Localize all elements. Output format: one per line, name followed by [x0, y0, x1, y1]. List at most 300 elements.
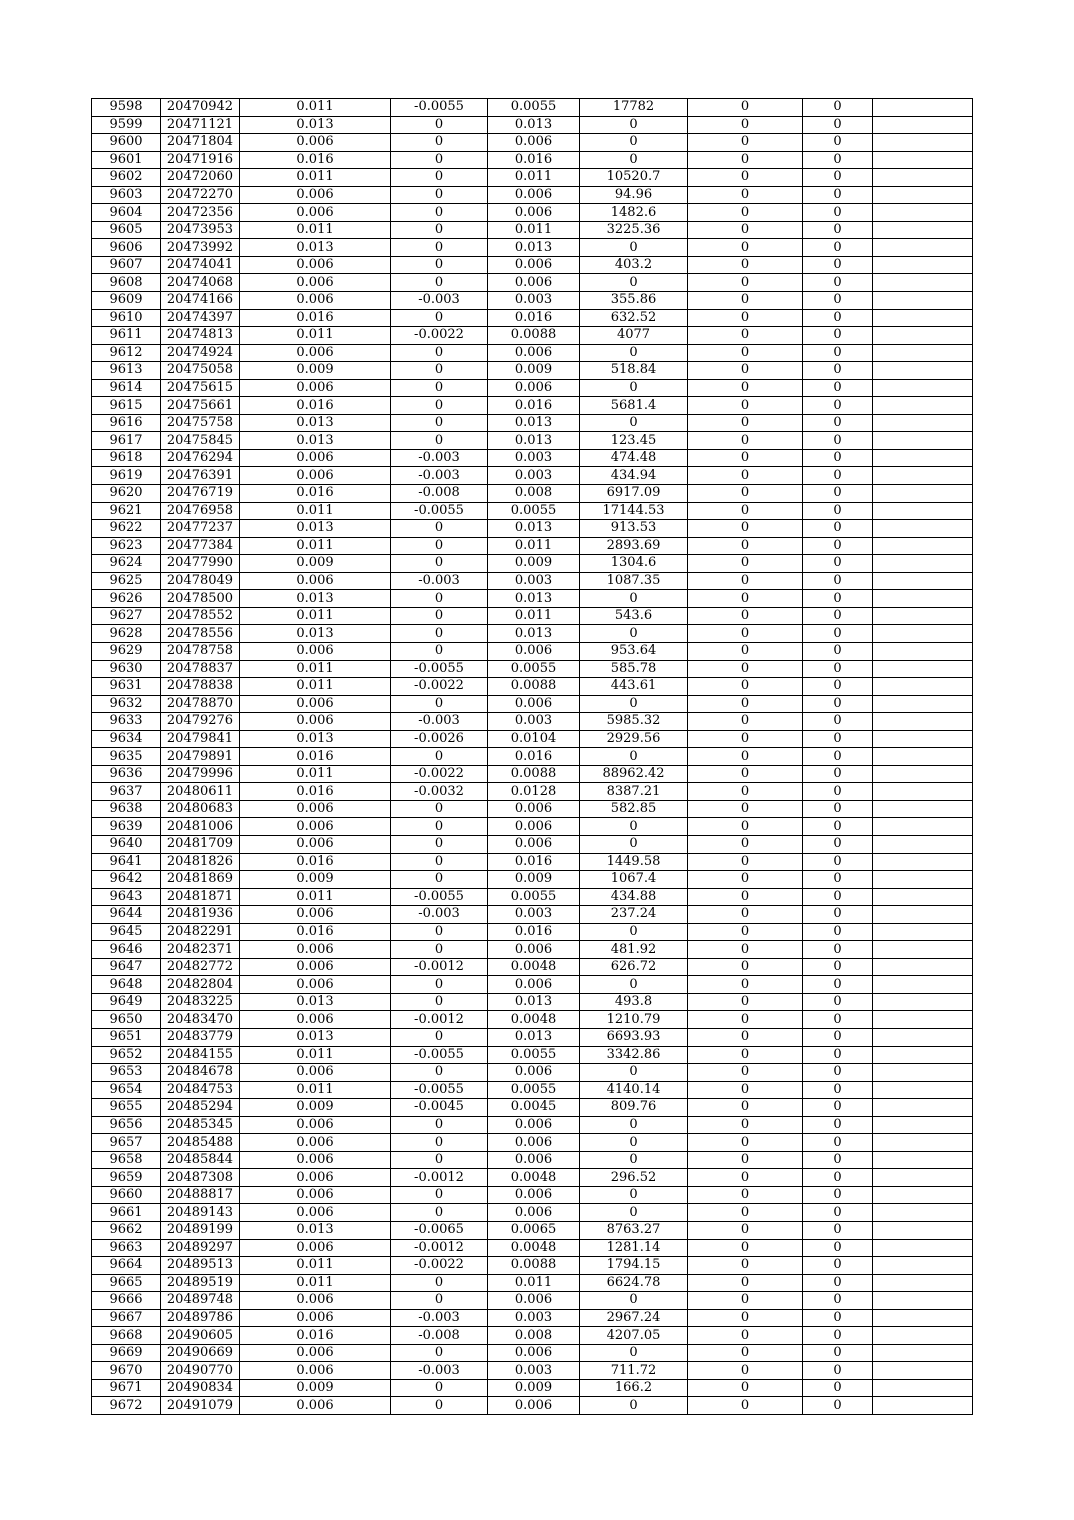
flag-a-cell: 0: [688, 274, 803, 292]
value-c-cell: 0.009: [488, 555, 580, 573]
empty-cell: [873, 292, 973, 310]
table-row: [92, 818, 973, 836]
id-cell: 20480611: [161, 783, 240, 801]
flag-b-cell: 0: [803, 835, 873, 853]
id-cell: 20485844: [161, 1151, 240, 1169]
flag-b-cell: 0: [803, 678, 873, 696]
value-a-cell: 0.011: [240, 327, 391, 345]
flag-b-cell: 0: [803, 765, 873, 783]
id-cell: 20478500: [161, 590, 240, 608]
value-b-cell: -0.003: [391, 572, 488, 590]
flag-b-cell: 0: [803, 256, 873, 274]
value-a-cell: 0.006: [240, 818, 391, 836]
table-row: [92, 976, 973, 994]
value-a-cell: 0.006: [240, 134, 391, 152]
flag-a-cell: 0: [688, 765, 803, 783]
value-b-cell: 0: [391, 993, 488, 1011]
value-b-cell: 0: [391, 221, 488, 239]
flag-b-cell: 0: [803, 169, 873, 187]
value-a-cell: 0.016: [240, 1327, 391, 1345]
value-b-cell: 0: [391, 432, 488, 450]
amount-cell: 493.8: [580, 993, 688, 1011]
amount-cell: 585.78: [580, 660, 688, 678]
value-a-cell: 0.013: [240, 239, 391, 257]
table-row: [92, 186, 973, 204]
amount-cell: 6693.93: [580, 1028, 688, 1046]
value-a-cell: 0.006: [240, 379, 391, 397]
flag-b-cell: 0: [803, 818, 873, 836]
value-a-cell: 0.006: [240, 572, 391, 590]
flag-b-cell: 0: [803, 116, 873, 134]
value-a-cell: 0.006: [240, 1309, 391, 1327]
value-c-cell: 0.009: [488, 871, 580, 889]
value-a-cell: 0.013: [240, 993, 391, 1011]
table-row: [92, 1327, 973, 1345]
row-number-cell: 9665: [92, 1274, 161, 1292]
empty-cell: [873, 1046, 973, 1064]
value-c-cell: 0.013: [488, 432, 580, 450]
id-cell: 20477384: [161, 537, 240, 555]
amount-cell: 4077: [580, 327, 688, 345]
flag-b-cell: 0: [803, 1274, 873, 1292]
flag-a-cell: 0: [688, 607, 803, 625]
flag-b-cell: 0: [803, 485, 873, 503]
empty-cell: [873, 642, 973, 660]
flag-a-cell: 0: [688, 958, 803, 976]
value-b-cell: -0.0022: [391, 327, 488, 345]
flag-a-cell: 0: [688, 204, 803, 222]
flag-b-cell: 0: [803, 1064, 873, 1082]
flag-b-cell: 0: [803, 1151, 873, 1169]
row-number-cell: 9657: [92, 1134, 161, 1152]
amount-cell: 0: [580, 134, 688, 152]
flag-a-cell: 0: [688, 695, 803, 713]
value-a-cell: 0.006: [240, 1344, 391, 1362]
value-b-cell: 0: [391, 607, 488, 625]
value-c-cell: 0.006: [488, 204, 580, 222]
value-c-cell: 0.011: [488, 537, 580, 555]
id-cell: 20474924: [161, 344, 240, 362]
value-a-cell: 0.013: [240, 520, 391, 538]
table-row: [92, 204, 973, 222]
value-a-cell: 0.011: [240, 1257, 391, 1275]
value-c-cell: 0.011: [488, 169, 580, 187]
amount-cell: 0: [580, 1116, 688, 1134]
empty-cell: [873, 976, 973, 994]
amount-cell: 1794.15: [580, 1257, 688, 1275]
value-a-cell: 0.011: [240, 537, 391, 555]
table-row: [92, 1274, 973, 1292]
table-row: [92, 309, 973, 327]
flag-b-cell: 0: [803, 274, 873, 292]
empty-cell: [873, 1099, 973, 1117]
value-c-cell: 0.013: [488, 414, 580, 432]
value-c-cell: 0.016: [488, 309, 580, 327]
value-a-cell: 0.013: [240, 116, 391, 134]
amount-cell: 1482.6: [580, 204, 688, 222]
table-row: [92, 941, 973, 959]
value-b-cell: -0.0012: [391, 1011, 488, 1029]
table-row: [92, 1186, 973, 1204]
row-number-cell: 9615: [92, 397, 161, 415]
flag-a-cell: 0: [688, 344, 803, 362]
value-c-cell: 0.0055: [488, 99, 580, 117]
id-cell: 20478758: [161, 642, 240, 660]
value-c-cell: 0.0055: [488, 502, 580, 520]
table-row: [92, 853, 973, 871]
row-number-cell: 9629: [92, 642, 161, 660]
flag-b-cell: 0: [803, 362, 873, 380]
row-number-cell: 9651: [92, 1028, 161, 1046]
value-c-cell: 0.016: [488, 151, 580, 169]
value-a-cell: 0.006: [240, 292, 391, 310]
flag-a-cell: 0: [688, 379, 803, 397]
flag-b-cell: 0: [803, 625, 873, 643]
empty-cell: [873, 1327, 973, 1345]
table-row: [92, 414, 973, 432]
row-number-cell: 9614: [92, 379, 161, 397]
row-number-cell: 9604: [92, 204, 161, 222]
row-number-cell: 9603: [92, 186, 161, 204]
value-b-cell: -0.0045: [391, 1099, 488, 1117]
id-cell: 20479996: [161, 765, 240, 783]
row-number-cell: 9652: [92, 1046, 161, 1064]
row-number-cell: 9648: [92, 976, 161, 994]
value-a-cell: 0.016: [240, 151, 391, 169]
value-a-cell: 0.006: [240, 713, 391, 731]
value-a-cell: 0.006: [240, 1186, 391, 1204]
flag-a-cell: 0: [688, 1379, 803, 1397]
amount-cell: 123.45: [580, 432, 688, 450]
value-c-cell: 0.011: [488, 1274, 580, 1292]
empty-cell: [873, 1379, 973, 1397]
table-row: [92, 520, 973, 538]
empty-cell: [873, 537, 973, 555]
flag-a-cell: 0: [688, 941, 803, 959]
amount-cell: 0: [580, 1344, 688, 1362]
table-row: [92, 327, 973, 345]
value-b-cell: -0.003: [391, 292, 488, 310]
value-a-cell: 0.006: [240, 204, 391, 222]
amount-cell: 543.6: [580, 607, 688, 625]
id-cell: 20481871: [161, 888, 240, 906]
value-b-cell: 0: [391, 555, 488, 573]
table-row: [92, 1222, 973, 1240]
value-c-cell: 0.003: [488, 713, 580, 731]
id-cell: 20475661: [161, 397, 240, 415]
value-a-cell: 0.011: [240, 1046, 391, 1064]
value-a-cell: 0.006: [240, 1204, 391, 1222]
table-row: [92, 1344, 973, 1362]
row-number-cell: 9630: [92, 660, 161, 678]
row-number-cell: 9622: [92, 520, 161, 538]
id-cell: 20487308: [161, 1169, 240, 1187]
value-b-cell: -0.003: [391, 467, 488, 485]
row-number-cell: 9600: [92, 134, 161, 152]
empty-cell: [873, 941, 973, 959]
flag-b-cell: 0: [803, 1222, 873, 1240]
value-c-cell: 0.006: [488, 256, 580, 274]
flag-b-cell: 0: [803, 414, 873, 432]
flag-a-cell: 0: [688, 1257, 803, 1275]
flag-a-cell: 0: [688, 397, 803, 415]
value-a-cell: 0.013: [240, 414, 391, 432]
table-row: [92, 485, 973, 503]
amount-cell: 1281.14: [580, 1239, 688, 1257]
value-a-cell: 0.006: [240, 800, 391, 818]
value-b-cell: 0: [391, 309, 488, 327]
id-cell: 20472270: [161, 186, 240, 204]
row-number-cell: 9639: [92, 818, 161, 836]
row-number-cell: 9662: [92, 1222, 161, 1240]
amount-cell: 0: [580, 1397, 688, 1415]
value-c-cell: 0.016: [488, 923, 580, 941]
amount-cell: 0: [580, 379, 688, 397]
table-row: [92, 537, 973, 555]
empty-cell: [873, 1292, 973, 1310]
amount-cell: 0: [580, 1292, 688, 1310]
value-c-cell: 0.013: [488, 1028, 580, 1046]
flag-a-cell: 0: [688, 1011, 803, 1029]
flag-a-cell: 0: [688, 327, 803, 345]
flag-b-cell: 0: [803, 327, 873, 345]
table-row: [92, 1134, 973, 1152]
id-cell: 20482371: [161, 941, 240, 959]
id-cell: 20476294: [161, 449, 240, 467]
value-c-cell: 0.006: [488, 976, 580, 994]
flag-b-cell: 0: [803, 590, 873, 608]
value-b-cell: -0.003: [391, 449, 488, 467]
empty-cell: [873, 1362, 973, 1380]
value-a-cell: 0.006: [240, 1134, 391, 1152]
empty-cell: [873, 1309, 973, 1327]
id-cell: 20483779: [161, 1028, 240, 1046]
value-c-cell: 0.013: [488, 116, 580, 134]
flag-a-cell: 0: [688, 555, 803, 573]
value-c-cell: 0.0045: [488, 1099, 580, 1117]
id-cell: 20476719: [161, 485, 240, 503]
table-row: [92, 502, 973, 520]
value-b-cell: 0: [391, 800, 488, 818]
id-cell: 20478556: [161, 625, 240, 643]
empty-cell: [873, 1344, 973, 1362]
flag-b-cell: 0: [803, 1134, 873, 1152]
flag-a-cell: 0: [688, 520, 803, 538]
value-b-cell: -0.0055: [391, 1081, 488, 1099]
value-c-cell: 0.016: [488, 397, 580, 415]
flag-a-cell: 0: [688, 1046, 803, 1064]
value-a-cell: 0.006: [240, 642, 391, 660]
table-row: [92, 1116, 973, 1134]
flag-b-cell: 0: [803, 151, 873, 169]
amount-cell: 17782: [580, 99, 688, 117]
id-cell: 20488817: [161, 1186, 240, 1204]
empty-cell: [873, 1397, 973, 1415]
empty-cell: [873, 765, 973, 783]
value-c-cell: 0.003: [488, 572, 580, 590]
amount-cell: 355.86: [580, 292, 688, 310]
flag-a-cell: 0: [688, 1397, 803, 1415]
id-cell: 20474813: [161, 327, 240, 345]
value-a-cell: 0.009: [240, 362, 391, 380]
table-row: [92, 151, 973, 169]
row-number-cell: 9626: [92, 590, 161, 608]
value-a-cell: 0.006: [240, 976, 391, 994]
value-a-cell: 0.011: [240, 888, 391, 906]
flag-a-cell: 0: [688, 432, 803, 450]
amount-cell: 0: [580, 116, 688, 134]
table-row: [92, 958, 973, 976]
value-c-cell: 0.009: [488, 1379, 580, 1397]
table-row: [92, 800, 973, 818]
flag-a-cell: 0: [688, 362, 803, 380]
amount-cell: 1449.58: [580, 853, 688, 871]
flag-b-cell: 0: [803, 1239, 873, 1257]
flag-a-cell: 0: [688, 906, 803, 924]
value-c-cell: 0.003: [488, 467, 580, 485]
flag-b-cell: 0: [803, 1169, 873, 1187]
value-c-cell: 0.013: [488, 993, 580, 1011]
value-c-cell: 0.0055: [488, 1046, 580, 1064]
value-b-cell: 0: [391, 239, 488, 257]
table-row: [92, 783, 973, 801]
amount-cell: 0: [580, 1064, 688, 1082]
value-c-cell: 0.003: [488, 906, 580, 924]
amount-cell: 0: [580, 923, 688, 941]
flag-b-cell: 0: [803, 537, 873, 555]
flag-b-cell: 0: [803, 1011, 873, 1029]
amount-cell: 1067.4: [580, 871, 688, 889]
value-a-cell: 0.009: [240, 1379, 391, 1397]
table-row: [92, 888, 973, 906]
empty-cell: [873, 1116, 973, 1134]
flag-b-cell: 0: [803, 1397, 873, 1415]
value-c-cell: 0.006: [488, 1134, 580, 1152]
flag-b-cell: 0: [803, 993, 873, 1011]
id-cell: 20489786: [161, 1309, 240, 1327]
row-number-cell: 9671: [92, 1379, 161, 1397]
table-row: [92, 362, 973, 380]
table-row: [92, 871, 973, 889]
amount-cell: 1304.6: [580, 555, 688, 573]
row-number-cell: 9598: [92, 99, 161, 117]
id-cell: 20481936: [161, 906, 240, 924]
empty-cell: [873, 169, 973, 187]
id-cell: 20478838: [161, 678, 240, 696]
id-cell: 20489748: [161, 1292, 240, 1310]
id-cell: 20479276: [161, 713, 240, 731]
table-body: [92, 99, 973, 1415]
value-b-cell: 0: [391, 941, 488, 959]
value-b-cell: -0.0065: [391, 1222, 488, 1240]
flag-b-cell: 0: [803, 1204, 873, 1222]
empty-cell: [873, 99, 973, 117]
row-number-cell: 9672: [92, 1397, 161, 1415]
id-cell: 20474041: [161, 256, 240, 274]
table-row: [92, 713, 973, 731]
row-number-cell: 9623: [92, 537, 161, 555]
amount-cell: 0: [580, 414, 688, 432]
id-cell: 20477237: [161, 520, 240, 538]
empty-cell: [873, 660, 973, 678]
flag-b-cell: 0: [803, 221, 873, 239]
value-c-cell: 0.0048: [488, 1239, 580, 1257]
table-row: [92, 1011, 973, 1029]
row-number-cell: 9654: [92, 1081, 161, 1099]
empty-cell: [873, 485, 973, 503]
table-row: [92, 397, 973, 415]
flag-a-cell: 0: [688, 537, 803, 555]
amount-cell: 518.84: [580, 362, 688, 380]
id-cell: 20474068: [161, 274, 240, 292]
empty-cell: [873, 151, 973, 169]
amount-cell: 2929.56: [580, 730, 688, 748]
flag-b-cell: 0: [803, 748, 873, 766]
row-number-cell: 9634: [92, 730, 161, 748]
flag-b-cell: 0: [803, 1186, 873, 1204]
value-b-cell: 0: [391, 537, 488, 555]
flag-b-cell: 0: [803, 1327, 873, 1345]
value-c-cell: 0.0104: [488, 730, 580, 748]
flag-b-cell: 0: [803, 1379, 873, 1397]
table-row: [92, 134, 973, 152]
empty-cell: [873, 274, 973, 292]
value-b-cell: -0.0055: [391, 660, 488, 678]
empty-cell: [873, 134, 973, 152]
flag-a-cell: 0: [688, 221, 803, 239]
flag-b-cell: 0: [803, 520, 873, 538]
flag-b-cell: 0: [803, 1099, 873, 1117]
flag-b-cell: 0: [803, 397, 873, 415]
value-a-cell: 0.006: [240, 1151, 391, 1169]
row-number-cell: 9607: [92, 256, 161, 274]
table-row: [92, 555, 973, 573]
id-cell: 20478837: [161, 660, 240, 678]
amount-cell: 3225.36: [580, 221, 688, 239]
flag-b-cell: 0: [803, 572, 873, 590]
empty-cell: [873, 783, 973, 801]
value-b-cell: 0: [391, 1186, 488, 1204]
value-b-cell: -0.0012: [391, 958, 488, 976]
flag-a-cell: 0: [688, 678, 803, 696]
amount-cell: 8387.21: [580, 783, 688, 801]
id-cell: 20472356: [161, 204, 240, 222]
row-number-cell: 9650: [92, 1011, 161, 1029]
flag-b-cell: 0: [803, 432, 873, 450]
table-row: [92, 572, 973, 590]
table-row: [92, 99, 973, 117]
empty-cell: [873, 239, 973, 257]
table-row: [92, 379, 973, 397]
table-row: [92, 449, 973, 467]
flag-a-cell: 0: [688, 449, 803, 467]
flag-b-cell: 0: [803, 871, 873, 889]
id-cell: 20490669: [161, 1344, 240, 1362]
value-b-cell: 0: [391, 871, 488, 889]
flag-b-cell: 0: [803, 853, 873, 871]
value-c-cell: 0.0088: [488, 327, 580, 345]
amount-cell: 443.61: [580, 678, 688, 696]
flag-b-cell: 0: [803, 449, 873, 467]
value-b-cell: -0.003: [391, 906, 488, 924]
value-a-cell: 0.016: [240, 485, 391, 503]
value-b-cell: -0.0022: [391, 765, 488, 783]
id-cell: 20489143: [161, 1204, 240, 1222]
value-b-cell: 0: [391, 379, 488, 397]
amount-cell: 237.24: [580, 906, 688, 924]
id-cell: 20478870: [161, 695, 240, 713]
id-cell: 20490834: [161, 1379, 240, 1397]
